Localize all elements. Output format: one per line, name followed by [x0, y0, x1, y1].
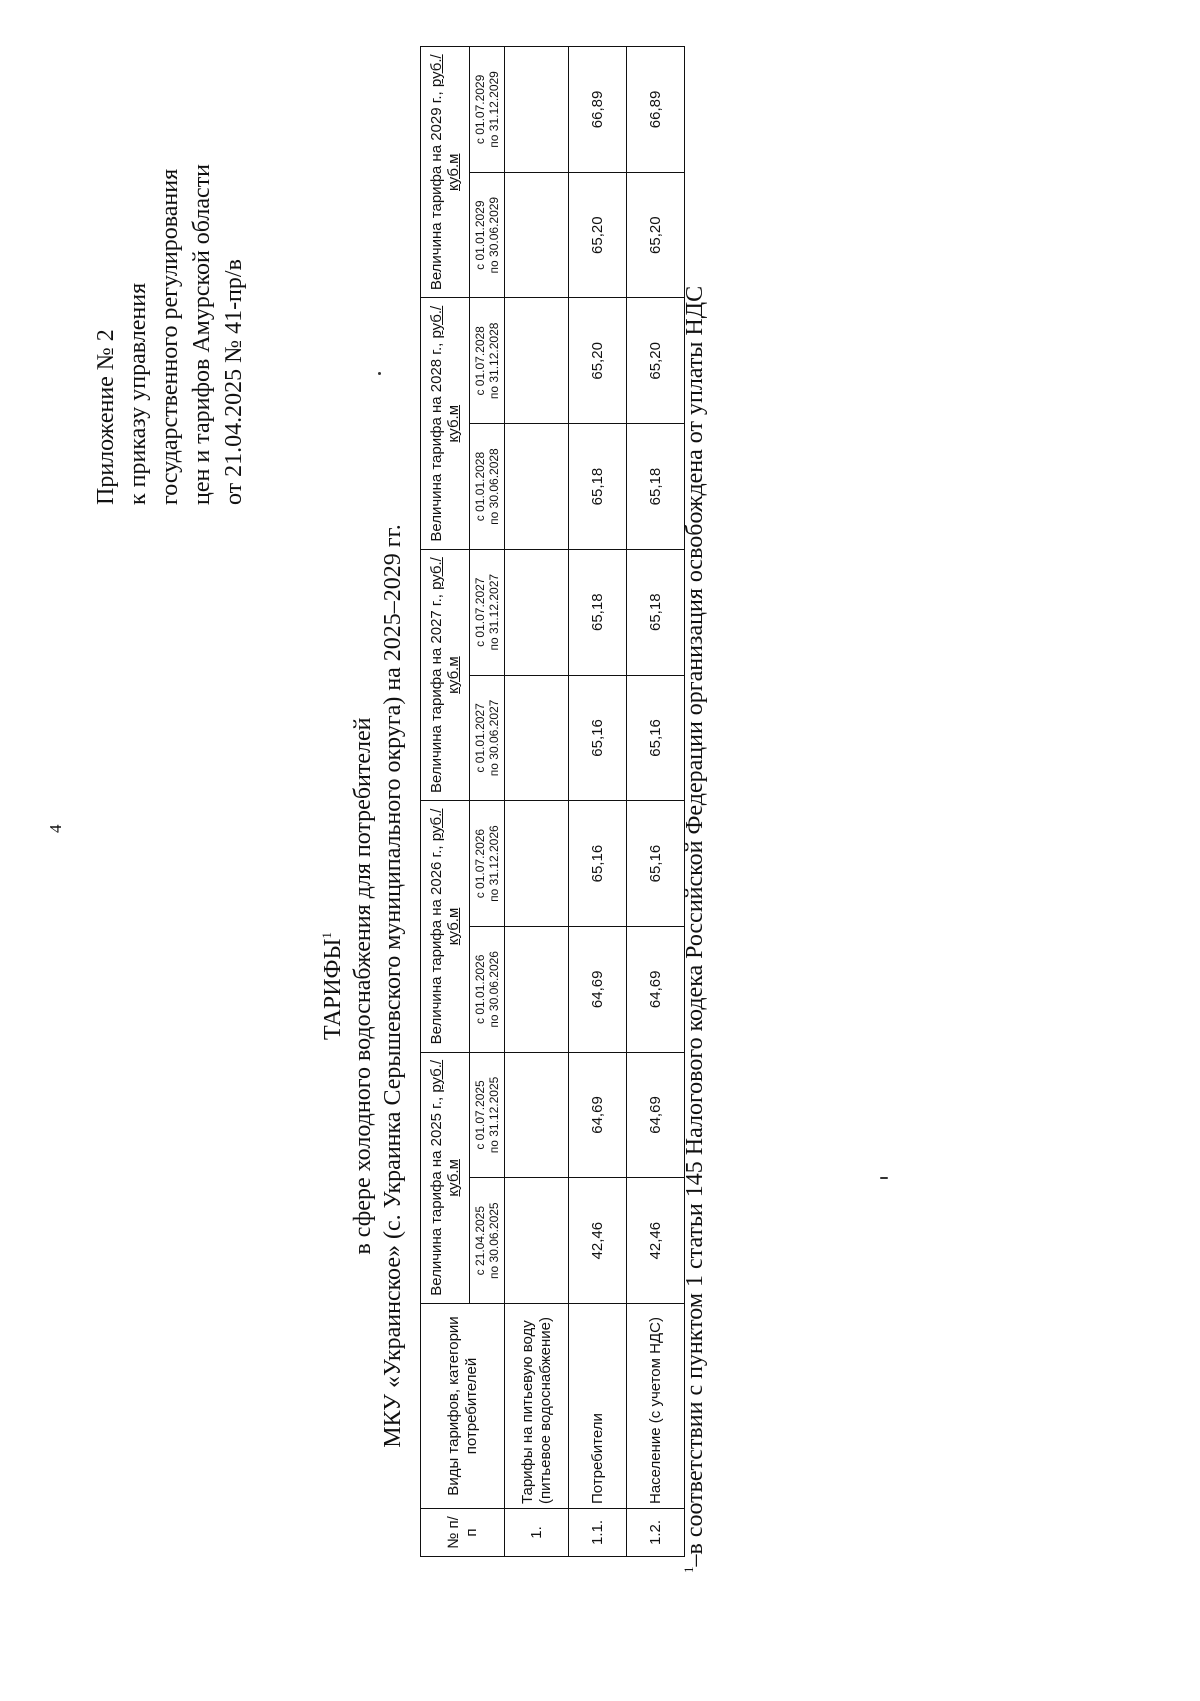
year-label: Величина тарифа на 2026 г., — [428, 845, 445, 1045]
tariff-value: 65,16 — [569, 675, 627, 801]
row-number: 1.2. — [627, 1509, 685, 1557]
tariff-value: 64,69 — [569, 1052, 627, 1178]
footnote-text: –в соответствии с пунктом 1 статьи 145 Налогового кодека Российской Федерации организация освобождена от уплаты НДС — [682, 285, 708, 1567]
header-year-2029 — [421, 47, 470, 299]
table-header-row — [421, 47, 470, 1557]
tariff-value: 65,18 — [627, 549, 685, 675]
year-unit: руб./куб.м — [428, 808, 462, 946]
period-to: по 30.06.2026 — [487, 951, 501, 1028]
table-row — [627, 47, 685, 1557]
document-title — [312, 271, 348, 1701]
appendix-line: государственного регулирования — [157, 168, 183, 505]
tariff-value — [505, 675, 569, 801]
year-label: Величина тарифа на 2025 г., — [428, 1096, 445, 1296]
tariff-value: 65,20 — [627, 172, 685, 298]
tariff-value: 65,20 — [569, 172, 627, 298]
tariff-value: 65,18 — [569, 424, 627, 550]
period-2027-h2 — [470, 549, 505, 675]
header-tariff-type: Виды тарифов, категории потребителей — [421, 1304, 505, 1509]
period-2026-h1 — [470, 926, 505, 1052]
tariff-value: 65,16 — [627, 801, 685, 927]
subtitle-line-2: МКУ «Украинское» (с. Украинка Серышевского муниципального округа) на 2025–2029 гг. — [380, 524, 406, 1448]
row-number: 1. — [505, 1509, 569, 1557]
appendix-line: Приложение № 2 — [93, 329, 119, 505]
period-to: по 30.06.2027 — [487, 699, 501, 777]
tariff-value: 42,46 — [569, 1178, 627, 1304]
page-number: 4 — [46, 824, 65, 833]
period-2028-h1 — [470, 424, 505, 550]
tariff-value: 64,69 — [569, 926, 627, 1052]
period-from: с 01.07.2028 — [473, 326, 487, 396]
period-from: с 01.07.2026 — [473, 828, 487, 899]
period-to: по 31.12.2025 — [487, 1076, 501, 1154]
period-from: с 21.04.2025 — [473, 1205, 487, 1276]
period-from: с 01.07.2025 — [473, 1080, 487, 1150]
appendix-line: к приказу управления — [125, 282, 151, 505]
period-2026-h2 — [470, 801, 505, 927]
tariff-value: 64,69 — [627, 1052, 685, 1178]
period-2025-h1 — [470, 1178, 505, 1304]
tariff-value — [505, 172, 569, 298]
scan-speck — [378, 372, 381, 375]
year-label: Величина тарифа на 2028 г., — [428, 342, 445, 542]
header-year-2025 — [421, 1052, 470, 1303]
tariff-value: 65,16 — [627, 675, 685, 801]
row-name: Тарифы на питьевую воду (питьевое водоснабжение) — [505, 1304, 569, 1509]
tariff-value — [505, 298, 569, 424]
period-to: по 30.06.2025 — [487, 1202, 501, 1279]
year-unit: руб./куб.м — [428, 1059, 462, 1197]
title-footnote-mark: 1 — [319, 932, 334, 939]
tariff-value — [505, 1052, 569, 1178]
subtitle-line-1: в сфере холодного водоснабжения для потребителей — [350, 717, 376, 1255]
row-name: Население (с учетом НДС) — [627, 1304, 685, 1509]
period-from: с 01.07.2029 — [473, 74, 487, 145]
tariff-value — [505, 549, 569, 675]
header-year-2028 — [421, 298, 470, 549]
period-2028-h2 — [470, 298, 505, 424]
period-from: с 01.07.2027 — [473, 577, 487, 647]
table-row — [569, 47, 627, 1557]
period-from: с 01.01.2027 — [473, 703, 487, 773]
tariff-value: 66,89 — [627, 47, 685, 173]
tariff-value: 65,18 — [569, 549, 627, 675]
title-block — [312, 271, 408, 1701]
footnote — [681, 286, 709, 1573]
tariff-value: 65,20 — [569, 298, 627, 424]
appendix-line: цен и тарифов Амурской области — [189, 163, 215, 505]
period-to: по 30.06.2029 — [487, 196, 501, 274]
period-to: по 31.12.2028 — [487, 322, 501, 400]
period-2029-h1 — [470, 172, 505, 298]
header-year-2026 — [421, 801, 470, 1052]
document-title-text: ТАРИФЫ — [320, 938, 346, 1040]
scan-speck — [880, 1177, 888, 1179]
period-to: по 31.12.2029 — [487, 71, 501, 148]
tariff-value — [505, 47, 569, 173]
year-label: Величина тарифа на 2029 г., — [428, 91, 445, 291]
period-2029-h2 — [470, 47, 505, 173]
period-2025-h2 — [470, 1052, 505, 1178]
appendix-line: от 21.04.2025 № 41-пр/в — [221, 259, 247, 505]
tariff-value — [505, 926, 569, 1052]
row-name: Потребители — [569, 1304, 627, 1509]
tariff-value: 42,46 — [627, 1178, 685, 1304]
header-num: № п/п — [421, 1509, 505, 1557]
tariff-table — [420, 46, 685, 1557]
tariff-value: 66,89 — [569, 47, 627, 173]
period-from: с 01.01.2026 — [473, 954, 487, 1024]
period-to: по 30.06.2028 — [487, 448, 501, 525]
table-row — [505, 47, 569, 1557]
tariff-value — [505, 424, 569, 550]
header-year-2027 — [421, 549, 470, 800]
year-unit: руб./куб.м — [428, 557, 462, 694]
year-unit: руб./куб.м — [428, 54, 462, 191]
appendix-block — [90, 164, 250, 505]
year-label: Величина тарифа на 2027 г., — [428, 594, 445, 793]
period-from: с 01.01.2028 — [473, 451, 487, 522]
tariff-value: 65,18 — [627, 424, 685, 550]
tariff-value: 64,69 — [627, 926, 685, 1052]
tariff-value: 65,16 — [569, 801, 627, 927]
period-to: по 31.12.2026 — [487, 825, 501, 902]
period-from: с 01.01.2029 — [473, 200, 487, 270]
year-unit: руб./куб.м — [428, 305, 462, 443]
tariff-value — [505, 1178, 569, 1304]
period-2027-h1 — [470, 675, 505, 801]
tariff-value: 65,20 — [627, 298, 685, 424]
row-number: 1.1. — [569, 1509, 627, 1557]
tariff-value — [505, 801, 569, 927]
period-to: по 31.12.2027 — [487, 573, 501, 651]
footnote-mark: 1 — [681, 1566, 696, 1573]
